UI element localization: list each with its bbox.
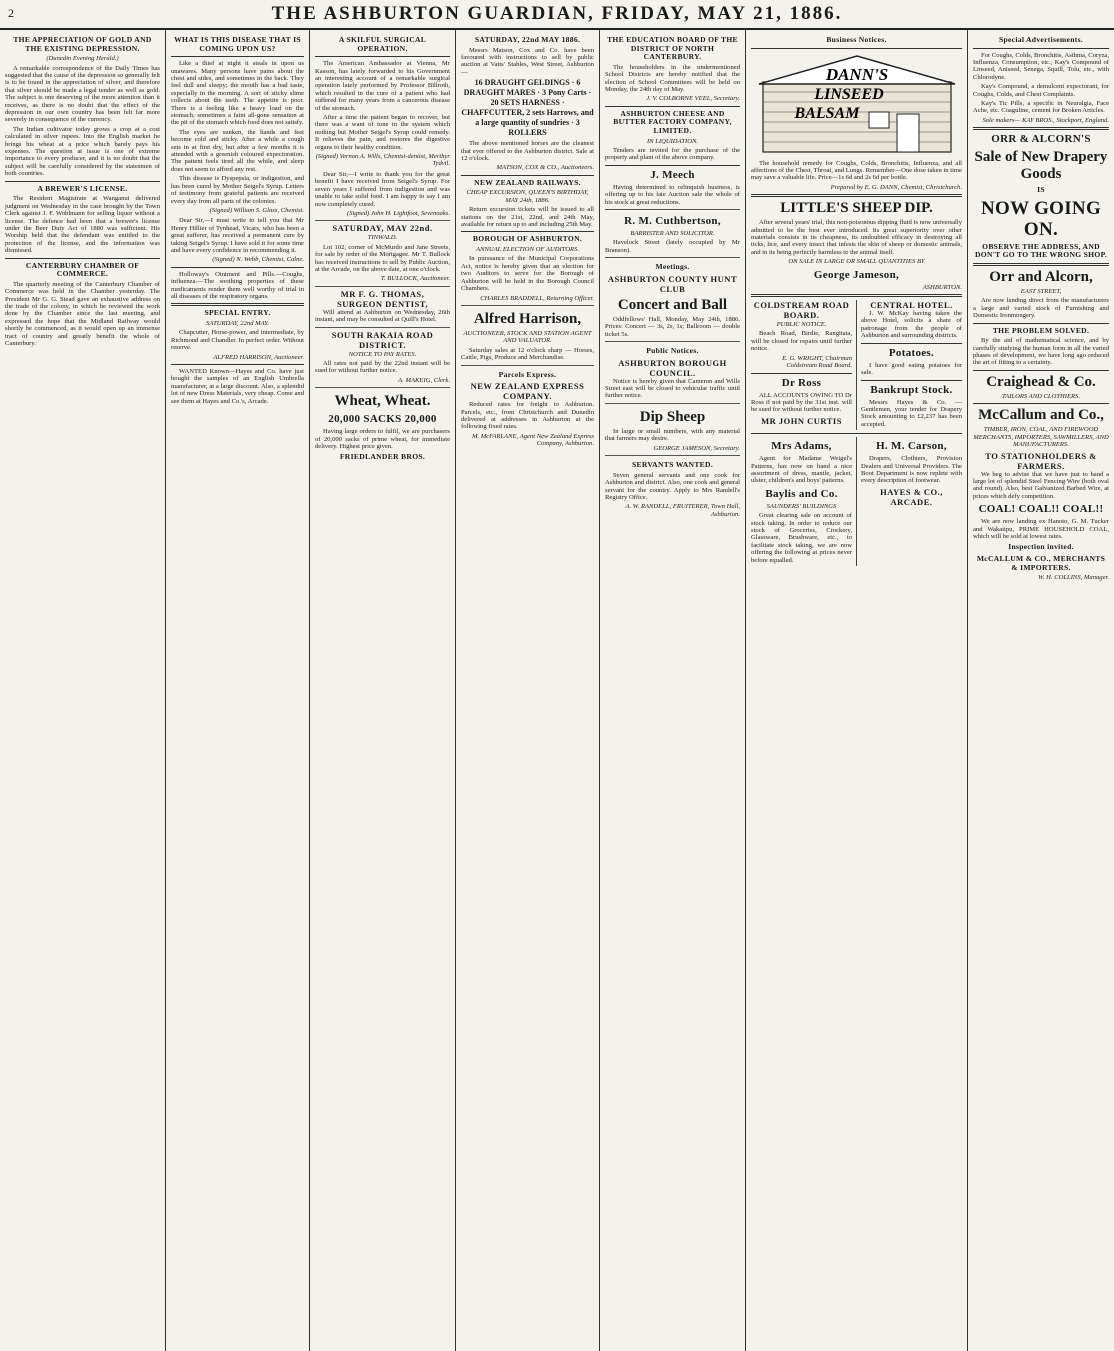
divider: [171, 364, 304, 365]
concert-heading: Concert and Ball: [617, 296, 728, 313]
signature: (Signed) Vernon A. Wills, Chemist-dentist, Merthyr Tydvil.: [315, 153, 450, 168]
divider: [315, 56, 450, 57]
linseed-balsam-illustration: [757, 52, 957, 156]
ad-text: Inspection invited.: [1008, 542, 1074, 552]
signature: Sole makers— KAY BROS., Stockport, England.: [982, 116, 1109, 124]
ad-heading: ASHBURTON CHEESE AND BUTTER FACTORY COMPANY, LIMITED.: [613, 108, 732, 135]
ad-heading: Orr and Alcorn,: [989, 269, 1093, 286]
ad-paragraph: All rates not paid by the 22nd instant will be sued for without further notice.: [315, 359, 450, 375]
split-left: [751, 437, 852, 566]
ad-paragraph: The above mentioned horses are the cleanest that ever offered to the Ashburton district. Sale at 12 o'clock.: [461, 140, 594, 163]
sheep-dip-ad: [605, 403, 740, 452]
split-right: [856, 437, 962, 566]
ad-paragraph: The householders in the undermentioned School Districts are hereby notified that the election of School Committees will be held on Monday, the 24th day of May.: [605, 63, 740, 93]
ad-subheading: SATURDAY, 22nd MAY.: [205, 319, 270, 327]
column-4: [456, 30, 600, 1351]
signature: W. H. COLLINS, Manager.: [1037, 574, 1109, 582]
article-paragraph: Dear Sir,—I must write to tell you that Mr Henry Hillier of Tynhead, Vicars, who has been a great sufferer, has received a permanent cure by taking Seigel's Syrup. I have sold it for some time and have every confidence in recommending it.: [171, 217, 304, 254]
divider: [605, 106, 740, 107]
ad-heading: SOUTH RAKAIA ROAD DISTRICT.: [331, 329, 434, 350]
divider: [973, 370, 1109, 371]
ad-heading: NEW ZEALAND RAILWAYS.: [474, 177, 581, 187]
signature: FRIEDLANDER BROS.: [339, 452, 426, 462]
balsam-word-2: LINSEED: [813, 85, 884, 103]
ad-paragraph: J. W. McKay having taken the above Hotel, solicits a share of patronage from the people of Ashburton and surrounding districts.: [861, 310, 962, 340]
ad-paragraph: Agent for Madame Weigel's Patterns, has now on hand a nice assortment of dress, mantle, jacket, ulster, children's and boys' patterns.: [751, 455, 852, 485]
divider: [605, 165, 740, 166]
servants-ad: [605, 455, 740, 518]
ad-heading: McCallum and Co.,: [978, 407, 1104, 424]
ad-heading: Dr Ross: [781, 376, 822, 389]
signature: GEORGE JAMESON, Secretary.: [653, 444, 740, 452]
ad-subheading: TAILORS AND CLOTHIERS.: [1002, 392, 1080, 400]
page-number: 2: [8, 6, 14, 20]
divider: [861, 343, 962, 344]
divider: [171, 267, 304, 268]
divider: [751, 194, 962, 197]
ad-heading: J. Meech: [650, 168, 695, 181]
signature: J. V. COLBORNE VEEL, Secretary.: [646, 95, 740, 103]
balsam-word-1: DANN'S: [825, 64, 888, 84]
column-5: [600, 30, 746, 1351]
ad-heading: BOROUGH OF ASHBURTON.: [472, 234, 583, 244]
ad-heading: SPECIAL ENTRY.: [204, 308, 271, 318]
hunt-club-ad: [605, 257, 740, 338]
ad-heading: TO STATIONHOLDERS & FARMERS.: [985, 450, 1097, 471]
ad-heading: COLDSTREAM ROAD BOARD.: [753, 300, 850, 321]
article-heading: WHAT IS THIS DISEASE THAT IS COMING UPON US?: [174, 35, 301, 53]
signature: CHARLES BRADDELL, Returning Officer.: [480, 294, 594, 302]
ad-heading: Dip Sheep: [639, 408, 706, 425]
divider: [751, 433, 962, 434]
ad-subheading: ANNUAL ELECTION OF AUDITORS.: [476, 246, 579, 254]
ad-subheading: EAST STREET,: [1020, 288, 1062, 296]
column-3: [310, 30, 456, 1351]
article-paragraph: The quarterly meeting of the Canterbury Chamber of Commerce was held in the Chamber yesterday. The President Mr G. G. Stead gave an exhaustive address on the trade of the colony, in which he reviewed the work done by the Chamber since the last meeting, and expressed the hope that the Midland Railway would shortly be commenced, as it would open up an immense tract of country and greatly benefit the whole of Canterbury.: [5, 280, 160, 347]
ad-subheading: NEW ZEALAND EXPRESS COMPANY.: [470, 381, 585, 402]
ad-paragraph: Reduced rates for freight to Ashburton. Parcels, etc., from Christchurch and Dunedin delivered at addresses in Ashburton at the following fixed rates.: [461, 401, 594, 431]
section-heading: Public Notices.: [646, 346, 699, 356]
ad-heading: Potatoes.: [888, 346, 935, 359]
ad-paragraph: Oddfellows' Hall, Monday, May 24th, 1886. Prices: Concert — 3s, 2s, 1s; Ballroom — double ticket 5s.: [605, 315, 740, 338]
split-right: [856, 300, 962, 430]
ad-subheading: BARRISTER AND SOLICITOR.: [630, 230, 715, 238]
divider: [973, 48, 1109, 49]
ad-paragraph: Lot 102, corner of McMurdo and Jane Streets, for sale by order of the Mortgagee. Mr T. Bullock has received instructions to sell by Public Auction, at the Arcade, on the above date, at one o'clock.: [315, 243, 450, 273]
article-paragraph: This disease is Dyspepsia, or indigestion, and has been cured by Mother Seigel's Syrup. Letters of testimony from grateful patients are received every day from all parts of the colonies.: [171, 175, 304, 205]
harrison-ad: [461, 305, 594, 362]
ad-paragraph: We beg to advise that we have just to hand a large lot of splendid Steel Fencing Wire (both oval and round). Also, best Galvanized Barbed Wire, at prices which defy competition.: [973, 470, 1109, 500]
ad-heading: Mrs Adams,: [771, 440, 832, 453]
divider: [973, 403, 1109, 404]
ad-heading: THE EDUCATION BOARD OF THE DISTRICT OF NORTH CANTERBURY.: [607, 35, 738, 62]
article-paragraph: Like a thief at night it steals in upon us unawares. Many persons have pains about the chest and sides, and sometimes in the back. They feel dull and sleepy; the mouth has a bad taste, especially in the morning. A sort of sticky slime collects about the teeth. The appetite is poor. There is a feeling like a heavy load on the stomach; sometimes a faint all-gone sensation at the pit of the stomach which food does not satisfy.: [171, 60, 304, 127]
ad-heading: SATURDAY, 22nd MAY 1886.: [474, 35, 581, 44]
article-paragraph: Dear Sir,—I write to thank you for the great benefit I have received from Seigel's Syrup. For seven years I suffered from indigestion and was unable to take solid food. I am happy to say I am now completely cured.: [315, 170, 450, 208]
signature: M. McFARLANE, Agent New Zealand Express Company, Ashburton.: [471, 432, 594, 448]
ad-heading: Parcels Express.: [498, 369, 557, 379]
ad-heading: NOW GOING ON.: [980, 197, 1102, 240]
ad-paragraph: Kay's Tic Pills, a specific in Neuralgia, Face Ache, etc. Coaguline, cement for Broken Articles.: [973, 100, 1109, 115]
ad-subheading: AUCTIONEER, STOCK AND STATION AGENT AND VALUATOR.: [463, 329, 592, 345]
column-7: [968, 30, 1114, 1351]
ad-paragraph: By the aid of mathematical science, and by carefully studying the human form in all the varied phases of development, we have long ago reduced the art of fitting to a certainty.: [973, 337, 1109, 367]
divider: [751, 373, 852, 374]
signature: T. BULLOCK, Auctioneer.: [380, 275, 450, 283]
ad-paragraph: Return excursion tickets will be issued to all stations on the 21st, 22nd, and 24th May, available for return up to and including 25th May.: [461, 206, 594, 229]
ad-paragraph: ALL ACCOUNTS OWING TO Dr Ross if not paid by the 31st inst. will be sued for without further notice.: [751, 391, 852, 414]
seller-name: George Jameson,: [813, 268, 900, 281]
ad-paragraph: Tenders are invited for the purchase of the property and plant of the above company.: [605, 147, 740, 162]
ad-subheading: NOTICE TO PAY RATES.: [348, 350, 417, 358]
signature: A. W. RANDELL, FRUITERER, Town Hall, Ashburton.: [625, 503, 740, 518]
ad-paragraph: WANTED Known—Hayes and Co. have just bought the samples of an English Umbrella manufacturer, at a large discount. Also, a splendid lot of new Dress Materials, very cheap. Come and see them at Hayes and Co.'s, Arcade.: [171, 368, 304, 405]
ad-heading: Bankrupt Stock.: [870, 383, 953, 396]
section-heading: Meetings.: [655, 262, 690, 272]
ad-subheading: SURGEON DENTIST,: [337, 298, 428, 309]
split-ads: [751, 300, 962, 430]
signature: Prepared by E. G. DANN, Chemist, Christchurch.: [830, 183, 962, 191]
ad-paragraph: Saturday sales at 12 o'clock sharp — Horses, Cattle, Pigs, Produce and Merchandise.: [461, 346, 594, 362]
ad-heading: LITTLE'S SHEEP DIP.: [780, 200, 933, 217]
signature: (Signed) John H. Lightfoot, Sevenoaks.: [346, 209, 450, 217]
ad-heading: Baylis and Co.: [765, 487, 838, 500]
divider: [751, 294, 962, 297]
ad-subheading: PUBLIC NOTICE.: [776, 321, 827, 329]
ad-subheading: ASHBURTON BOROUGH COUNCIL.: [618, 357, 727, 378]
sale-lots: 16 DRAUGHT GELDINGS · 6 DRAUGHT MARES · 3 Pony Carts · 20 SETS HARNESS · CHAFFCUTTER, 2 sets Harrows, and a large quantity of sundries · 3 ROLLERS: [461, 78, 594, 138]
ad-paragraph: Great clearing sale on account of stock taking. In order to reduce our stock of Groceries, Crockery, Glassware, Brushware, etc., to facilitate stock taking, we are now offering the following at prices never before equalled.: [751, 512, 852, 564]
ad-heading: ORR & ALCORN'S: [991, 133, 1091, 146]
signature: ALFRED HARRISON, Auctioneer.: [213, 353, 304, 361]
signature: (Signed) William S. Glass, Chemist.: [209, 206, 304, 214]
ad-paragraph: We are now landing ex Hanoto, G. M. Tucker and Wakatipu, PRIME HOUSEHOLD COAL, which will be sold at lowest rates.: [973, 518, 1109, 540]
ad-text: IS: [1037, 185, 1045, 195]
article-paragraph: The Indian cultivator today grows a crop at a cost calculated in silver rupees. Into the English market he brings his wheat at a price which barely pays his expenses. The question at issue is one of extreme importance to every producer, and it is no doubt that the subject will be carefully considered by the statesmen of both countries.: [5, 125, 160, 178]
divider: [5, 258, 160, 259]
ad-paragraph: Are now landing direct from the manufacturers a large and varied stock of Furnishing and Domestic Ironmongery.: [973, 297, 1109, 320]
ad-paragraph: The household remedy for Coughs, Colds, Bronchitis, Influenza, and all affections of the Chest, Throat, and Lungs. Remember—One dose taken in time may save a valuable life. Price—1s 6d and 2s 6d per bottle.: [751, 159, 962, 182]
ad-subheading: CHEAP EXCURSION, QUEEN'S BIRTHDAY, MAY 24th, 1886.: [466, 189, 589, 204]
split-left: [751, 300, 852, 430]
divider: [973, 323, 1109, 324]
signature: A. MAKEIG, Clerk.: [398, 376, 450, 384]
article-paragraph: The eyes are sunken, the hands and feet become cold and sticky. After a while a cough sets in at first dry, but after a few months it is attended with a greenish coloured expectoration. The patient feels tired all the while, and sleep does not seem to afford any rest.: [171, 128, 304, 173]
express-ad: [461, 365, 594, 448]
article-heading: A BREWER'S LICENSE.: [37, 183, 128, 193]
divider: [461, 231, 594, 232]
ad-heading: COAL! COAL!! COAL!!: [978, 503, 1104, 516]
ad-subheading: ON SALE IN LARGE OR SMALL QUANTITIES BY: [788, 258, 925, 266]
divider: [751, 48, 962, 49]
ad-paragraph: Seven general servants and one cook for Ashburton and district. Also, one cook and general servant for the country. Apply to Mrs Randell's Registry Office.: [605, 471, 740, 501]
ad-paragraph: Messrs Matson, Cox and Co. have been favoured with instructions to sell by public auction at Vatts' Stables, West Street, Ashburton —: [461, 46, 594, 76]
wheat-ad: [315, 387, 450, 462]
article-paragraph: A remarkable correspondence of the Daily Times has suggested that the cause of the depression so generally felt is to be found in the appreciation of silver, and therefore that silver should be made a legal tender as well as gold. The subject is one deserving of the more attention than it receives, as there is no doubt that the effect of the depression in our own country has been felt far more severely in consequence of the currency.: [5, 64, 160, 124]
ad-paragraph: For Coughs, Colds, Bronchitis, Asthma, Coryza, Influenza, Consumption, etc., Kay's Compound of Linseed, Aniseed, Senega, Squill, Tolu, etc., with Chlorodyne.: [973, 51, 1109, 81]
divider: [973, 263, 1109, 266]
ad-heading: SERVANTS WANTED.: [631, 460, 714, 470]
signature: HAYES & CO., ARCADE.: [880, 486, 943, 507]
ad-paragraph: In pursuance of the Municipal Corporations Act, notice is hereby given that an election for two Auditors to serve for the Borough of Ashburton will be held in the Borough Council Chambers.: [461, 255, 594, 293]
ad-paragraph: Beach Road, Birdie, Rangitata, will be closed for repairs until further notice.: [751, 330, 852, 353]
signature: E. G. WRIGHT, Chairman Coldstream Road Board.: [782, 354, 852, 370]
article-heading: THE APPRECIATION OF GOLD AND THE EXISTING DEPRESSION.: [13, 35, 152, 53]
divider: [171, 56, 304, 57]
column-2: [166, 30, 310, 1351]
ad-heading: MR F. G. THOMAS,: [340, 288, 425, 299]
ad-heading: Wheat, Wheat.: [334, 393, 431, 410]
ad-paragraph: In large or small numbers, with any material that farmers may desire.: [605, 427, 740, 443]
newspaper-title: THE ASHBURTON GUARDIAN, FRIDAY, MAY 21, 1886.: [271, 3, 843, 24]
ad-paragraph: Messrs Hayes & Co. — Gentlemen, your tender for Drapery Stock amounting to £2,237 has been accepted.: [861, 398, 962, 428]
ad-paragraph: I have good eating potatoes for sale.: [861, 361, 962, 377]
ad-subheading: TIMBER, IRON, COAL, AND FIREWOOD MERCHANTS, IMPORTERS, SAWMILLERS, AND MANUFACTURERS.: [973, 426, 1109, 449]
article-paragraph: Holloway's Ointment and Pills.—Coughs, influenza.—The soothing properties of these medicaments render them well worthy of trial in all diseases of the respiratory organs.: [171, 270, 304, 300]
ad-text: OBSERVE THE ADDRESS, AND DON'T GO TO THE WRONG SHOP.: [974, 241, 1108, 260]
ad-heading: R. M. Cuthbertson,: [624, 215, 721, 228]
seller-place: ASHBURTON.: [922, 283, 962, 291]
ad-subheading: ASHBURTON COUNTY HUNT CLUB: [607, 273, 738, 294]
balsam-word-3: BALSAM: [794, 104, 859, 122]
ad-paragraph: Having large orders to fulfil, we are purchasers of 20,000 sacks of prime wheat, for immediate delivery. Highest price given.: [315, 428, 450, 450]
ad-paragraph: Will attend at Ashburton on Wednesday, 26th instant, and may be consulted at Quill's Hotel.: [315, 308, 450, 324]
signature: MATSON, COX & CO., Auctioneers.: [496, 164, 594, 172]
ad-paragraph: Notice is hereby given that Cameron and Wills Street east will be closed to vehicular traffic until further notice.: [605, 377, 740, 400]
section-heading: Special Advertisements.: [998, 35, 1084, 44]
split-ads-lower: [751, 437, 962, 566]
ad-paragraph: Having determined to relinquish business, is offering up to his late Auction sale the whole of his stock at great reductions.: [605, 183, 740, 206]
section-heading: Business Notices.: [826, 35, 887, 44]
ad-heading: SATURDAY, MAY 22nd.: [332, 223, 433, 234]
masthead: [0, 0, 1114, 30]
article-paragraph: The American Ambassador at Vienna, Mr Kasson, has lately forwarded to his Government an interesting account of a remarkable surgical operation lately performed by Professor Billroth, which resulted in the cure of a patient who had suffered for many years from a cancerous disease of the stomach.: [315, 60, 450, 112]
ad-paragraph: Chapcutter, Horse-power, and intermediate, by Richmond and Chandler. In perfect order. Without reserve.: [171, 329, 304, 352]
ad-paragraph: After several years' trial, this non-poisonous dipping fluid is now universally admitted to be the best ever introduced. Its great superiority over other materials consists in its cheapness, its undoubted efficacy in destroying all ticks, lice, and every insect that infests the skin of sheep or domestic animals, and in its being perfectly harmless to the animal itself.: [751, 219, 962, 256]
article-heading: CANTERBURY CHAMBER OF COMMERCE.: [25, 260, 140, 279]
ad-heading: THE PROBLEM SOLVED.: [992, 325, 1090, 335]
ad-heading: Alfred Harrison,: [473, 310, 582, 327]
ad-heading: Craighead & Co.: [986, 373, 1096, 390]
divider: [973, 127, 1109, 130]
ad-subheading: TINWALD.: [367, 234, 398, 242]
article-heading: A SKILFUL SURGICAL OPERATION.: [338, 35, 427, 53]
ad-subheading: IN LIQUIDATION.: [646, 137, 699, 145]
column-1: [0, 30, 166, 1351]
solicitor-ad: [605, 209, 740, 254]
ad-paragraph: Kay's Compound, a demulcent expectorant, for Coughs, Colds, and Chest Complaints.: [973, 83, 1109, 98]
signature: (Signed) N. Webb, Chemist, Calne.: [212, 256, 304, 264]
article-paragraph: After a time the patient began to recover, but there was a want of tone in the system which nothing but Mother Seigel's Syrup could remedy. It relieves the pain, and restores the digestive organs to their healthy condition.: [315, 114, 450, 151]
article-source: (Dunedin Evening Herald.): [46, 55, 119, 63]
dentist-ad: [315, 286, 450, 324]
divider: [461, 175, 594, 176]
column-6: [746, 30, 968, 1351]
ad-subheading: SAUNDERS' BUILDINGS: [766, 502, 837, 510]
divider: [171, 303, 304, 306]
wheat-amount: 20,000 SACKS 20,000: [328, 413, 437, 426]
columns: [0, 30, 1114, 1351]
road-district-ad: [315, 327, 450, 385]
divider: [5, 181, 160, 182]
ad-paragraph: Drapers, Clothiers, Provision Dealers and Universal Providers. The Boot Department is now replete with every description of footwear.: [861, 455, 962, 485]
signature: MR JOHN CURTIS: [761, 415, 842, 426]
ad-paragraph: Havelock Street (lately occupied by Mr Branson).: [605, 239, 740, 254]
article-paragraph: The Resident Magistrate at Wanganui delivered judgment on Wednesday in the case brought by the Town Clerk against J. F. Wohlmann for selling liquor without a license. The defence had been that a brewer's license under the Beer Duty Act of 1880 was sufficient. His Worship held that the defendant was entitled to the protection of the license, and the information was dismissed.: [5, 195, 160, 255]
ad-heading: CENTRAL HOTEL.: [870, 300, 953, 311]
divider: [861, 380, 962, 381]
borough-council-ad: [605, 341, 740, 400]
ad-heading: Sale of New Drapery Goods: [974, 149, 1108, 183]
signature: McCALLUM & CO., MERCHANTS & IMPORTERS.: [976, 553, 1106, 572]
ad-heading: H. M. Carson,: [876, 440, 947, 453]
auction-ad: [315, 220, 450, 282]
